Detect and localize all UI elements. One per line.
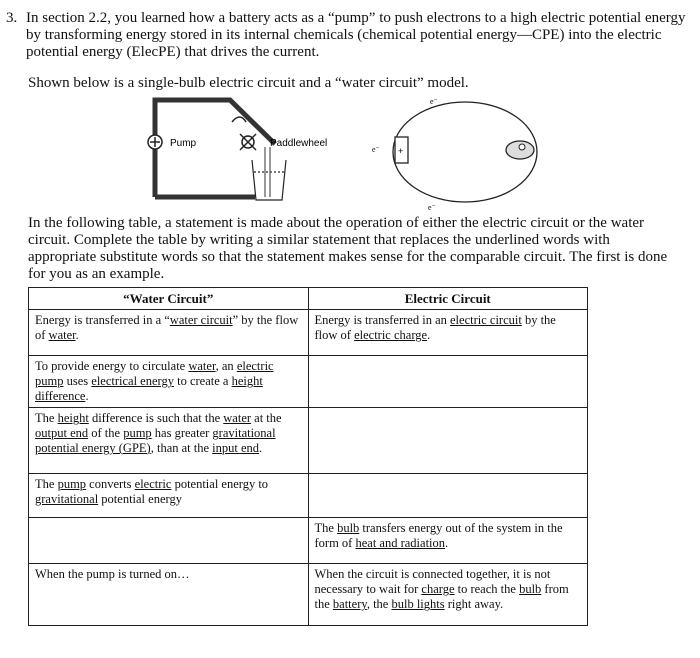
- cell-text: When the pump is turned on…: [35, 567, 190, 581]
- table-body: [29, 310, 588, 626]
- cell-text: To provide energy to circulate: [35, 359, 189, 373]
- underlined-term: output end: [35, 426, 89, 440]
- water-cell[interactable]: [29, 518, 309, 564]
- paddlewheel-label: Paddlewheel: [270, 138, 328, 149]
- underlined-term: electric: [134, 477, 172, 491]
- underlined-term: input end: [212, 441, 260, 455]
- water-cell: [29, 356, 309, 408]
- cell-text: difference is such that the: [88, 411, 224, 425]
- table-row: [29, 564, 588, 626]
- cell-text: of the: [88, 426, 124, 440]
- cell-text: .: [85, 389, 89, 403]
- water-cell: [29, 564, 309, 626]
- cell-text: ” by the flow of: [35, 313, 299, 342]
- cell-text: to create a: [173, 374, 232, 388]
- cell-text: .: [259, 441, 263, 455]
- cell-text: .: [75, 328, 79, 342]
- cell-text: Energy is transferred in a “: [35, 313, 170, 327]
- svg-text:+: +: [398, 146, 404, 156]
- underlined-term: charge: [421, 582, 455, 596]
- table-row: [29, 408, 588, 474]
- question-intro: [6, 10, 686, 61]
- electron-label-top: e⁻: [430, 97, 438, 106]
- table-row: [29, 310, 588, 356]
- intro-paragraph: In section 2.2, you learned how a battery acts as a “pump” to push electrons to a high electric potential energy by transforming energy stored in its internal chemicals (chemical potential energy—CPE) into the electric potential energy (ElecPE) that drives the current.: [26, 10, 686, 60]
- underlined-term: electric circuit: [450, 313, 522, 327]
- cell-text: has greater: [151, 426, 213, 440]
- cell-text: by the flow of: [314, 313, 556, 342]
- pump-label: Pump: [170, 138, 197, 149]
- underlined-term: pump: [57, 477, 87, 491]
- underlined-term: gravitational: [35, 492, 99, 506]
- electric-cell[interactable]: [308, 356, 588, 408]
- water-tank-icon: [252, 147, 286, 200]
- cell-text: , the: [366, 597, 392, 611]
- underlined-term: water: [223, 411, 252, 425]
- cell-text: uses: [63, 374, 92, 388]
- cell-text: to reach the: [454, 582, 520, 596]
- water-cell: [29, 474, 309, 518]
- cell-text: Energy is transferred in an: [314, 313, 450, 327]
- table-row: [29, 474, 588, 518]
- electric-cell: [308, 310, 588, 356]
- cell-text: converts: [86, 477, 135, 491]
- cell-text: at the: [251, 411, 282, 425]
- underlined-term: bulb lights: [391, 597, 445, 611]
- cell-text: .: [427, 328, 431, 342]
- underlined-term: pump: [123, 426, 152, 440]
- header-electric-circuit: Electric Circuit: [308, 288, 588, 310]
- electric-cell: [308, 564, 588, 626]
- electric-cell: [308, 518, 588, 564]
- table-row: [29, 518, 588, 564]
- battery-icon: [395, 137, 408, 163]
- comparison-table: [28, 287, 588, 626]
- underlined-term: bulb: [337, 521, 360, 535]
- underlined-term: battery: [332, 597, 367, 611]
- cell-text: potential energy to: [171, 477, 269, 491]
- pump-icon: [148, 135, 162, 149]
- water-cell: [29, 408, 309, 474]
- table-header-row: [29, 288, 588, 310]
- cell-text: The: [314, 521, 338, 535]
- question-number: 3.: [6, 10, 18, 26]
- electron-label-bottom: e⁻: [428, 203, 436, 212]
- cell-text: The: [35, 477, 58, 491]
- underlined-term: height: [57, 411, 89, 425]
- underlined-term: gravitational potential energy (GPE): [35, 426, 276, 455]
- electric-cell[interactable]: [308, 474, 588, 518]
- underlined-term: electric pump: [35, 359, 274, 388]
- table-row: [29, 356, 588, 408]
- electric-cell[interactable]: [308, 408, 588, 474]
- underlined-term: electric charge: [354, 328, 428, 342]
- electron-label-left: e⁻: [372, 145, 380, 154]
- header-water-circuit: “Water Circuit”: [29, 288, 309, 310]
- cell-text: When the circuit is connected together, it is not necessary to wait for: [314, 567, 551, 596]
- underlined-term: water: [48, 328, 76, 342]
- cell-text: potential energy: [98, 492, 182, 506]
- cell-text: right away.: [444, 597, 504, 611]
- cell-text: transfers energy out of the system in the form of: [314, 521, 563, 550]
- cell-text: .: [445, 536, 449, 550]
- cell-text: , than at the: [150, 441, 213, 455]
- bulb-icon: [506, 141, 534, 159]
- underlined-term: height difference: [35, 374, 263, 403]
- instructions-paragraph: In the following table, a statement is made about the operation of either the electric circuit or the water circuit. Complete the table by writing a similar statement that replaces the underlined words with appropriate substitute words so that the statement makes sense for the comparable circuit. The first is done for you as an example.: [28, 215, 668, 282]
- cell-text: from the: [314, 582, 569, 611]
- underlined-term: water circuit: [169, 313, 233, 327]
- figure-caption: Shown below is a single-bulb electric circuit and a “water circuit” model.: [28, 75, 469, 91]
- water-cell: [29, 310, 309, 356]
- underlined-term: heat and radiation: [355, 536, 446, 550]
- underlined-term: electrical energy: [91, 374, 174, 388]
- cell-text: The: [35, 411, 58, 425]
- underlined-term: water: [188, 359, 216, 373]
- underlined-term: bulb: [519, 582, 542, 596]
- cell-text: , an: [215, 359, 237, 373]
- circuit-diagram: [140, 92, 610, 212]
